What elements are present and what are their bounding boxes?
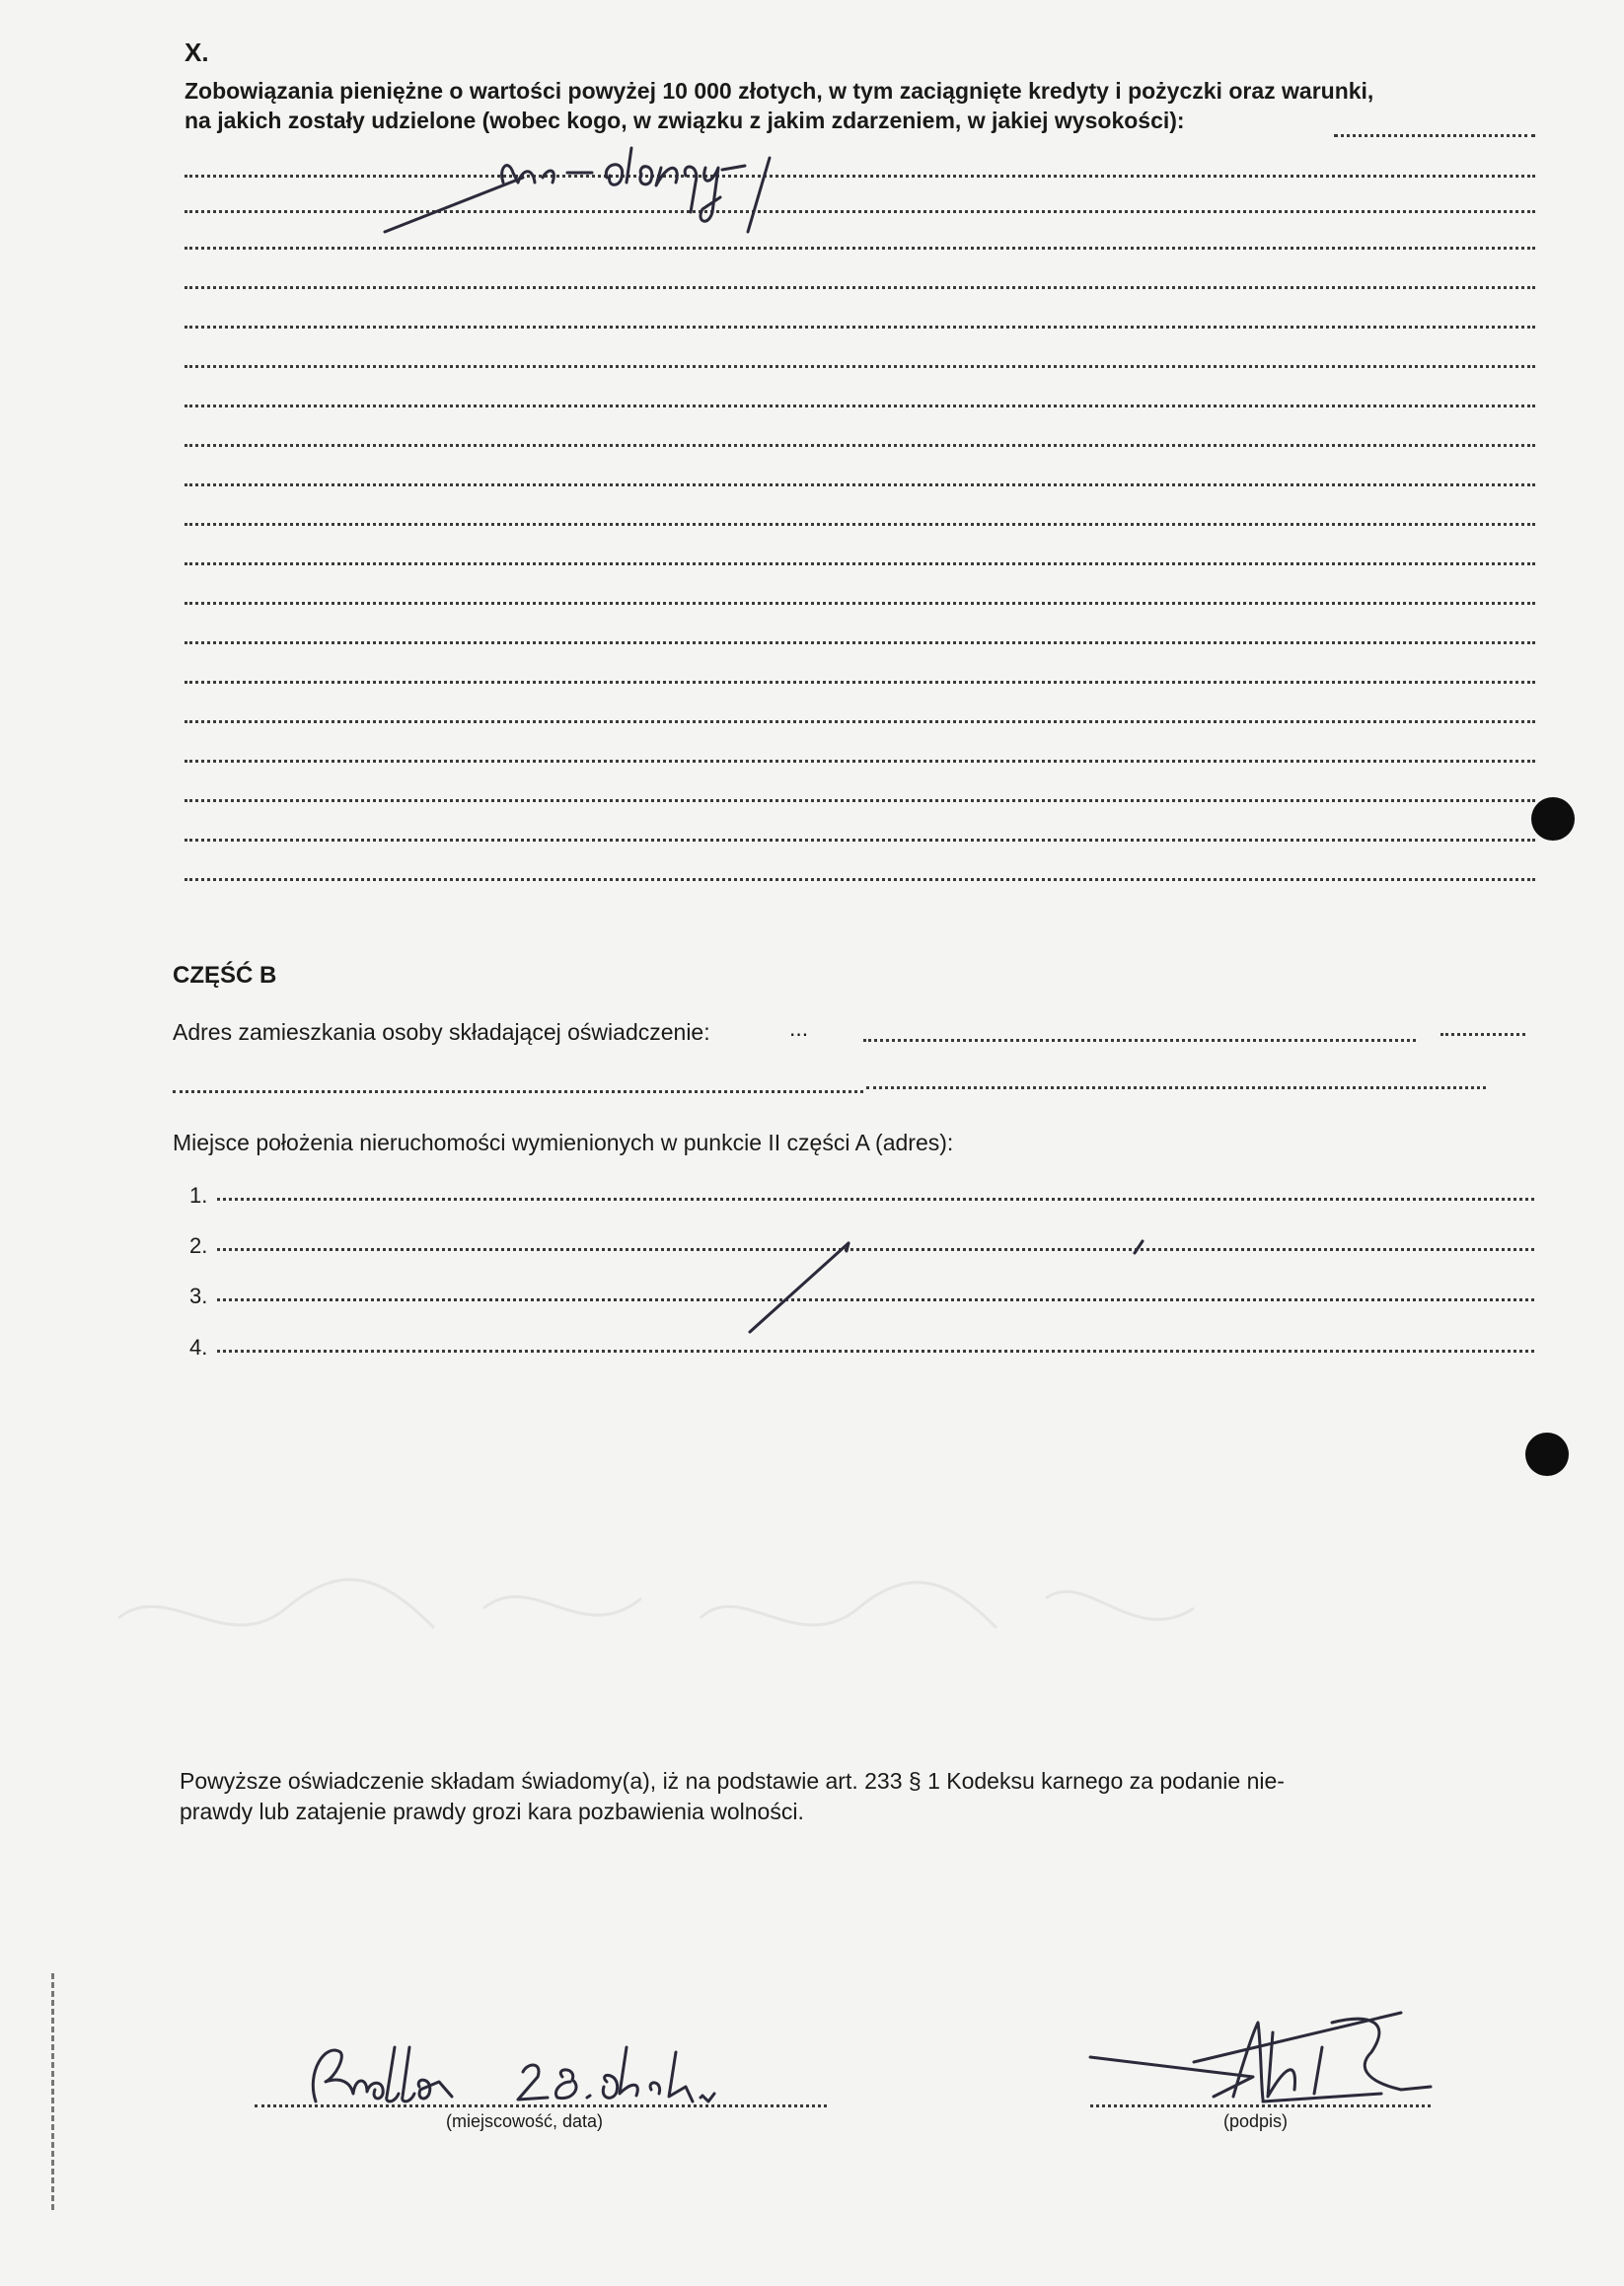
answer-line	[185, 523, 1535, 526]
address-line-1-tail	[1440, 1033, 1525, 1036]
answer-line	[185, 562, 1535, 565]
answer-line	[185, 247, 1535, 250]
property-item-number: 2.	[189, 1233, 208, 1258]
address-label: Adres zamieszkania osoby składającej oświadczenie:	[173, 1019, 710, 1045]
answer-line	[185, 878, 1535, 881]
answer-line	[185, 365, 1535, 368]
property-line-1	[217, 1198, 1534, 1201]
address-line-2a	[173, 1090, 863, 1093]
punch-hole-bottom	[1525, 1433, 1569, 1476]
answer-line	[185, 444, 1535, 447]
property-line-4	[217, 1350, 1534, 1353]
declaration-line-1: Powyższe oświadczenie składam świadomy(a), iż na podstawie art. 233 § 1 Kodeksu karnego za podanie nie-	[180, 1768, 1285, 1794]
property-label: Miejsce położenia nieruchomości wymienionych w punkcie II części A (adres):	[173, 1130, 954, 1155]
handwritten-strike-marks	[730, 1223, 1164, 1342]
answer-line	[185, 641, 1535, 644]
property-item-number: 1.	[189, 1183, 208, 1208]
answer-line	[185, 326, 1535, 329]
declaration-line-2: prawdy lub zatajenie prawdy grozi kara pozbawienia wolności.	[180, 1799, 804, 1824]
signature-caption: (podpis)	[1223, 2111, 1289, 2131]
section-number: X.	[185, 37, 209, 67]
place-date-caption: (miejscowość, data)	[446, 2111, 604, 2131]
signature-line	[1090, 2104, 1431, 2107]
answer-line	[185, 602, 1535, 605]
answer-line	[185, 681, 1535, 684]
property-item-number: 3.	[189, 1284, 208, 1308]
answer-line-0	[1334, 134, 1535, 137]
address-line-2b	[866, 1086, 1486, 1089]
place-date-line	[255, 2104, 827, 2107]
address-line-1	[863, 1039, 1416, 1042]
answer-line	[185, 483, 1535, 486]
handwritten-place-date	[296, 2032, 809, 2111]
address-prefix-dots: ...	[789, 1015, 809, 1041]
show-through-marks	[109, 1539, 1214, 1697]
answer-line	[185, 286, 1535, 289]
handwritten-nie-dotyczy	[355, 138, 829, 247]
section-x-line-2: na jakich zostały udzielone (wobec kogo, w związku z jakim zdarzeniem, w jakiej wysokości):	[185, 108, 1185, 133]
part-b-heading: CZĘŚĆ B	[173, 962, 277, 989]
answer-line	[185, 760, 1535, 763]
punch-hole-top	[1531, 797, 1575, 841]
answer-line	[185, 839, 1535, 842]
answer-line	[185, 405, 1535, 407]
property-item-number: 4.	[189, 1335, 208, 1360]
handwritten-signature	[1085, 2003, 1500, 2111]
left-margin-marks	[51, 1973, 57, 2210]
answer-line	[185, 720, 1535, 723]
section-x-line-1: Zobowiązania pieniężne o wartości powyżej 10 000 złotych, w tym zaciągnięte kredyty i pożyczki oraz warunki,	[185, 78, 1374, 104]
answer-line	[185, 799, 1535, 802]
